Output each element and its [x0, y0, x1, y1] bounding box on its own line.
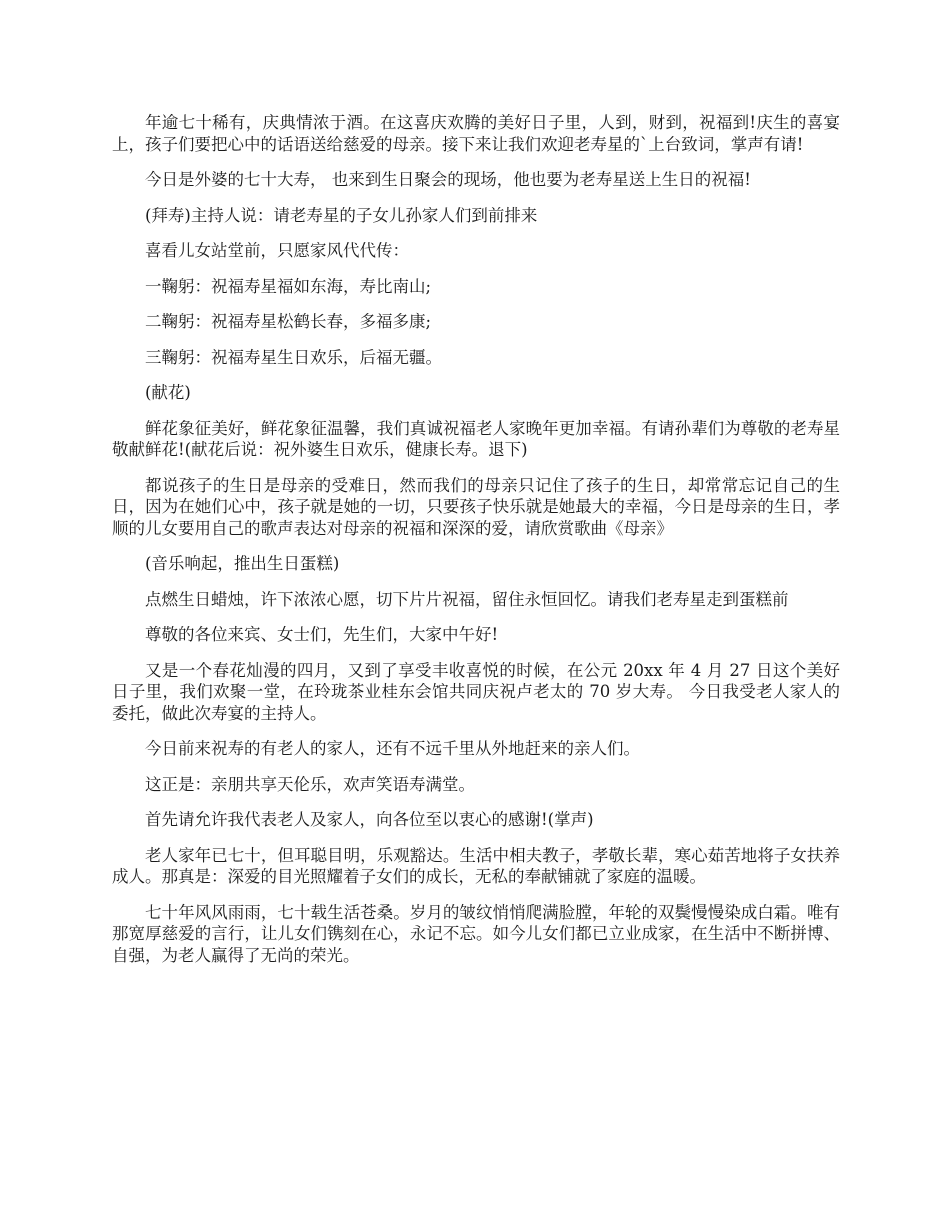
paragraph-8: (献花) — [145, 383, 191, 402]
paragraph-17: 首先请允许我代表老人及家人，向各位至以衷心的感谢!(掌声) — [145, 810, 594, 829]
paragraph-11: (音乐响起，推出生日蛋糕) — [145, 554, 340, 573]
paragraph-14: 又是一个春花灿漫的四月，又到了享受丰收喜悦的时候，在公元 20xx 年 4 月 27 日这个美好日子里，我们欢聚一堂，在玲珑茶业桂东会馆共同庆祝卢老太的 70 岁大寿。 今日我受老人家人的委托，做此次寿宴的主持人。 — [112, 660, 840, 723]
paragraph-2: 今日是外婆的七十大寿， 也来到生日聚会的现场，他也要为老寿星送上生日的祝福! — [145, 170, 751, 189]
paragraph-9: 鲜花象征美好，鲜花象征温馨，我们真诚祝福老人家晚年更加幸福。有请孙辈们为尊敬的老寿星敬献鲜花!(献花后说：祝外婆生日欢乐，健康长寿。退下) — [112, 418, 840, 459]
paragraph-16: 这正是：亲朋共享天伦乐，欢声笑语寿满堂。 — [145, 774, 475, 794]
paragraph-10: 都说孩子的生日是母亲的受难日，然而我们的母亲只记住了孩子的生日，却常常忘记自己的生日，因为在她们心中，孩子就是她的一切，只要孩子快乐就是她最大的幸福，今日是母亲的生日，孝顺的儿女要用自己的歌声表达对母亲的祝福和深深的爱，请欣赏歌曲《母亲》 — [112, 475, 840, 538]
paragraph-1: 年逾七十稀有，庆典情浓于酒。在这喜庆欢腾的美好日子里，人到，财到，祝福到!庆生的喜宴上，孩子们要把心中的话语送给慈爱的母亲。接下来让我们欢迎老寿星的`上台致词，掌声有请! — [112, 113, 840, 154]
paragraph-15: 今日前来祝寿的有老人的家人，还有不远千里从外地赶来的亲人们。 — [145, 739, 640, 758]
paragraph-12: 点燃生日蜡烛，许下浓浓心愿，切下片片祝福，留住永恒回忆。请我们老寿星走到蛋糕前 — [145, 589, 789, 609]
paragraph-7: 三鞠躬：祝福寿星生日欢乐，后福无疆。 — [145, 347, 442, 367]
document-page — [112, 112, 840, 980]
paragraph-18: 老人家年已七十，但耳聪目明，乐观豁达。生活中相夫教子，孝敬长辈，寒心茹苦地将子女扶养成人。那真是：深爱的目光照耀着子女们的成长，无私的奉献铺就了家庭的温暖。 — [112, 845, 840, 886]
paragraph-5: 一鞠躬：祝福寿星福如东海，寿比南山; — [145, 276, 432, 296]
paragraph-4: 喜看儿女站堂前，只愿家风代代传： — [145, 241, 409, 260]
paragraph-3: (拜寿)主持人说：请老寿星的子女儿孙家人们到前排来 — [145, 205, 538, 225]
paragraph-13: 尊敬的各位来宾、女士们，先生们，大家中午好! — [145, 625, 499, 644]
paragraph-19: 七十年风风雨雨，七十载生活苍桑。岁月的皱纹悄悄爬满脸膛，年轮的双鬓慢慢染成白霜。唯有那宽厚慈爱的言行，让儿女们镌刻在心，永记不忘。如今儿女们都已立业成家，在生活中不断拼博、自强，为老人赢得了无尚的荣光。 — [112, 902, 840, 965]
paragraph-6: 二鞠躬：祝福寿星松鹤长春，多福多康; — [145, 312, 432, 331]
